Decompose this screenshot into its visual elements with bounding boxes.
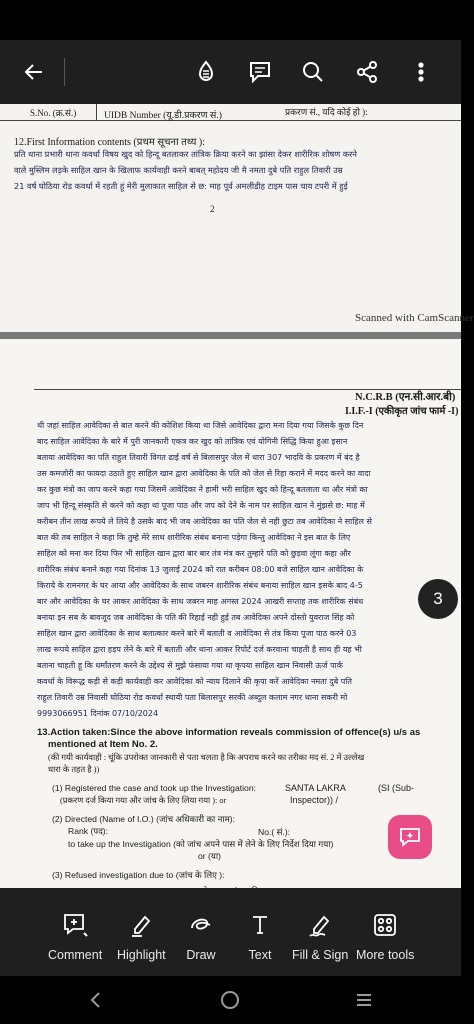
more-options-button[interactable] (399, 40, 443, 104)
annotation-toolbar (0, 888, 461, 976)
nav-recents-button[interactable] (334, 976, 394, 1024)
ncrb-title: N.C.R.B (एन.सी.आर.बी) (355, 392, 456, 403)
fill-sign-icon (306, 911, 334, 939)
back-nav-icon (86, 990, 106, 1010)
item-refused: (3) Refused investigation due to (जांच के लिए ): (52, 870, 225, 880)
fir-heading: 12.First Information contents (प्रथम सूचना तथ्य ): (14, 137, 206, 148)
text-label: Text (248, 948, 272, 962)
comment-label: Comment (48, 948, 103, 962)
table-line (96, 104, 97, 120)
officer-rank: (SI (Sub- (378, 783, 415, 793)
body-line: कवर्धा के विरूद्ध कड़ी से कड़ी कार्यवाही कर आवेदिका को न्याय दिलाने की कृपा करें आवेदिका नमता दुबे पति (37, 677, 352, 686)
body-line: किराये के रामनगर के घर आया और आवेदिका के साथ जबरन शारीरिक संबंध बनाया साहिल खान इसके बाद 4-5 (37, 581, 363, 590)
iif-form-title: I.I.F.-I (एकीकृत जांच फार्म -I) (345, 406, 459, 417)
scanner-watermark: Scanned with CamScanner (355, 312, 474, 324)
item-directed-no: No.( सं.): (258, 827, 291, 837)
page-mark: 2 (210, 204, 215, 214)
back-button[interactable] (12, 40, 56, 104)
ai-assistant-button[interactable] (388, 815, 432, 859)
body-line: करीबन तीन लाख रूपये ले लिये है उसके बाद भी जब आवेदिका का पति जेल से नही छुटा तब आवेदिका ने साहिल से (37, 517, 372, 526)
officer-rank-cont: Inspector)) / (290, 795, 339, 805)
body-line: लाख रूपये साहिल द्वारा हड़प लेने के बारे में बताती और थाना आकर रिपोर्ट दर्ज करवाना चाहती है साथ ही यह भी (37, 645, 362, 654)
action-heading: 13.Action taken:Since the above information reveals commission of offence(s) u/s as (37, 727, 421, 738)
more-tools-label: More tools (356, 948, 415, 962)
home-nav-icon (219, 989, 241, 1011)
fir-line: वाले मुस्लिम लड़के साहिल खान के खिलाफ कार्यवाही करने बाबत् महोदय जी मै नमता दुबे पति राहुल तिवारी उम्र (14, 165, 343, 175)
recents-nav-icon (353, 989, 375, 1011)
action-heading-cont: mentioned at Item No. 2. (48, 739, 158, 750)
table-line (0, 120, 461, 121)
highlighter-icon (127, 911, 155, 939)
body-line: उस कमजोरी का फायदा उठाते हुए साहिल खान द्वारा आवेदिका के पति को जेल से रिहा कराने में मदद करने का वादा (37, 469, 371, 478)
more-vert-icon (409, 60, 433, 84)
body-line: बाद साहिल आवेदिका के बारे में पुरी जानकारी एकत्र कर खुद को तांत्रिक एवं योगिनी सिद्धि किया हुआ इसान (37, 437, 348, 446)
item-registered: (1) Registered the case and took up the Investigation: (52, 783, 256, 793)
uidb-label: UIDB Number (यू.डी.प्रकरण सं.) (104, 111, 222, 121)
case-no-label: प्रकरण सं., यदि कोई हो ): (285, 107, 368, 117)
draw-tool[interactable] (186, 888, 216, 976)
header-divider (64, 58, 65, 86)
more-tools[interactable] (356, 888, 414, 976)
document-viewer[interactable] (0, 104, 474, 888)
read-aloud-icon (193, 59, 219, 85)
fill-sign-label: Fill & Sign (292, 948, 349, 962)
read-aloud-button[interactable] (184, 40, 228, 104)
item-directed-text: to take up the Investigation (को जांच अपने पास में लेने के लिए निर्देश दिया गया) (68, 839, 334, 849)
app-header (0, 40, 461, 104)
pdf-page-2 (0, 104, 474, 332)
draw-label: Draw (186, 948, 216, 962)
search-icon (301, 60, 325, 84)
fill-sign-tool[interactable] (292, 888, 348, 976)
sparkle-comment-icon (397, 824, 423, 850)
body-line: शारीरिक संबंध बनाने कहा गया दिनांक 13 जुलाई 2024 को रात करीबन 08:00 बजे साहिल खान आवेदिका के (37, 565, 364, 574)
body-line: बताना चाहती हू कि धर्मांतरण करने के उद्देश्य से मुझे फंसाया गया था कृपया साहिल खान निवासी ऊर्ज पार्क (37, 661, 343, 670)
item-directed-or: or (या) (198, 851, 221, 861)
comment-add-icon (61, 911, 89, 939)
share-icon (354, 59, 380, 85)
comments-button[interactable] (238, 40, 282, 104)
body-line: साहिल को मना कर दिया फिर भी साहिल खान द्वारा बार बार तंत्र मंत्र कर तुम्हारे पति को छुड़वा लूंगा कहा और (37, 549, 351, 558)
share-button[interactable] (345, 40, 389, 104)
nav-home-button[interactable] (200, 976, 260, 1024)
officer-name: SANTA LAKRA (285, 783, 346, 793)
body-line: थी जहां साहिल आवेदिका से बात करने की कोशिश किया था जिसे आवेदिका द्वारा मना दिया गया जिसके कुछ दिन (37, 421, 364, 430)
body-line: बात की तब साहिल ने कहा कि तुम्हे मेरे साथ शारीरिक संबंध बनाना पड़ेगा किन्तु आवेदिका ने इस बात के लिए (37, 533, 351, 542)
body-line: कर कुछ मंत्रो का जाप करने कहा गया जिसमें आवेदिका ने हामी भरी साहिल खुद को हिन्दू बतलाता था और मंत्रो का (37, 485, 368, 494)
action-hindi-cont: धारा के तहत है )) (48, 765, 100, 774)
search-button[interactable] (291, 40, 335, 104)
body-line: बताया आवेदिका का पति राहुल तिवारी विगत ढाई वर्ष से बिलासपुर जेल में धारा 307 भादवि के प्रकरण में बंद है (37, 453, 360, 462)
sno-label: S.No. (क्र.सं.) (30, 108, 77, 118)
body-line: राहुल तिवारी उम्र निवासी घोठिया रोड कवर्धा स्थायी पता बिलासपुर सरकी अब्दुल कलाम नगर थाना सकरी मो (37, 693, 348, 702)
highlight-label: Highlight (117, 948, 166, 962)
highlight-tool[interactable] (117, 888, 166, 976)
item-directed-rank: Rank (पद): (68, 826, 109, 836)
pdf-page-3 (0, 339, 461, 899)
comments-icon (247, 59, 273, 85)
action-hindi: (की गयी कार्यवाही : चूंकि उपरोक्त जानकारी से पता चलता है कि अपराध करने का तरीका मद सं. 2 में उल्लेख (48, 753, 365, 762)
fir-line: प्रति थाना प्रभारी थाना कवर्धा विषय खुद को हिन्दू बतलाकर तांत्रिक क्रिया करने का झांसा देकर शारीरिक शोषण करने (14, 149, 357, 159)
item-directed: (2) Directed (Name of I.O.) (जांच अधिकारी का नाम): (52, 814, 236, 824)
item-registered-hindi: (प्रकरण दर्ज किया गया और जांच के लिए लिया गया ): or (60, 796, 227, 805)
system-nav-bar (0, 976, 461, 1024)
fir-line: 21 वर्ष घोठिया रोड कवर्धा में रहती हूं मेरी मुलाकात साहिल से छ: माह पूर्व अमलीडीह टाइम पास चाय टपरी में हुई (14, 181, 348, 191)
body-line: जाप भी हिन्दू संस्कृति से करने को कहा था पूजा पाठ और जप को देने के नाम पर साहिल खान ने मुंझसे छ: माह में (37, 501, 365, 510)
page-number-badge: 3 (418, 579, 458, 619)
draw-icon (187, 911, 215, 939)
arrow-left-icon (22, 60, 46, 84)
nav-back-button[interactable] (66, 976, 126, 1024)
body-line: 9993066951 दिनांक 07/10/2024 (37, 709, 159, 718)
text-icon (246, 911, 274, 939)
body-line: साहिल खान द्वारा आवेदिका के साथ बलात्कार करने बारे में बताती व आवेदिका से तंत्र किया पूजा पाठ करने 03 (37, 629, 357, 638)
body-line: बनाया इन सब के बावजूद जब आवेदिका के पति की रिहाई नही हुई तब आवेदिका अपने दोस्तो युवराज सिंह को (37, 613, 355, 622)
text-tool[interactable] (245, 888, 275, 976)
comment-tool[interactable] (48, 888, 102, 976)
more-tools-icon (371, 911, 399, 939)
status-bar (0, 0, 461, 40)
body-line: बार और आवेदिका के घर आकर आवेदिका के साथ जबरन माह अगस्त 2024 आखरी सप्ताह तक शारीरिक संबंध (37, 597, 364, 606)
